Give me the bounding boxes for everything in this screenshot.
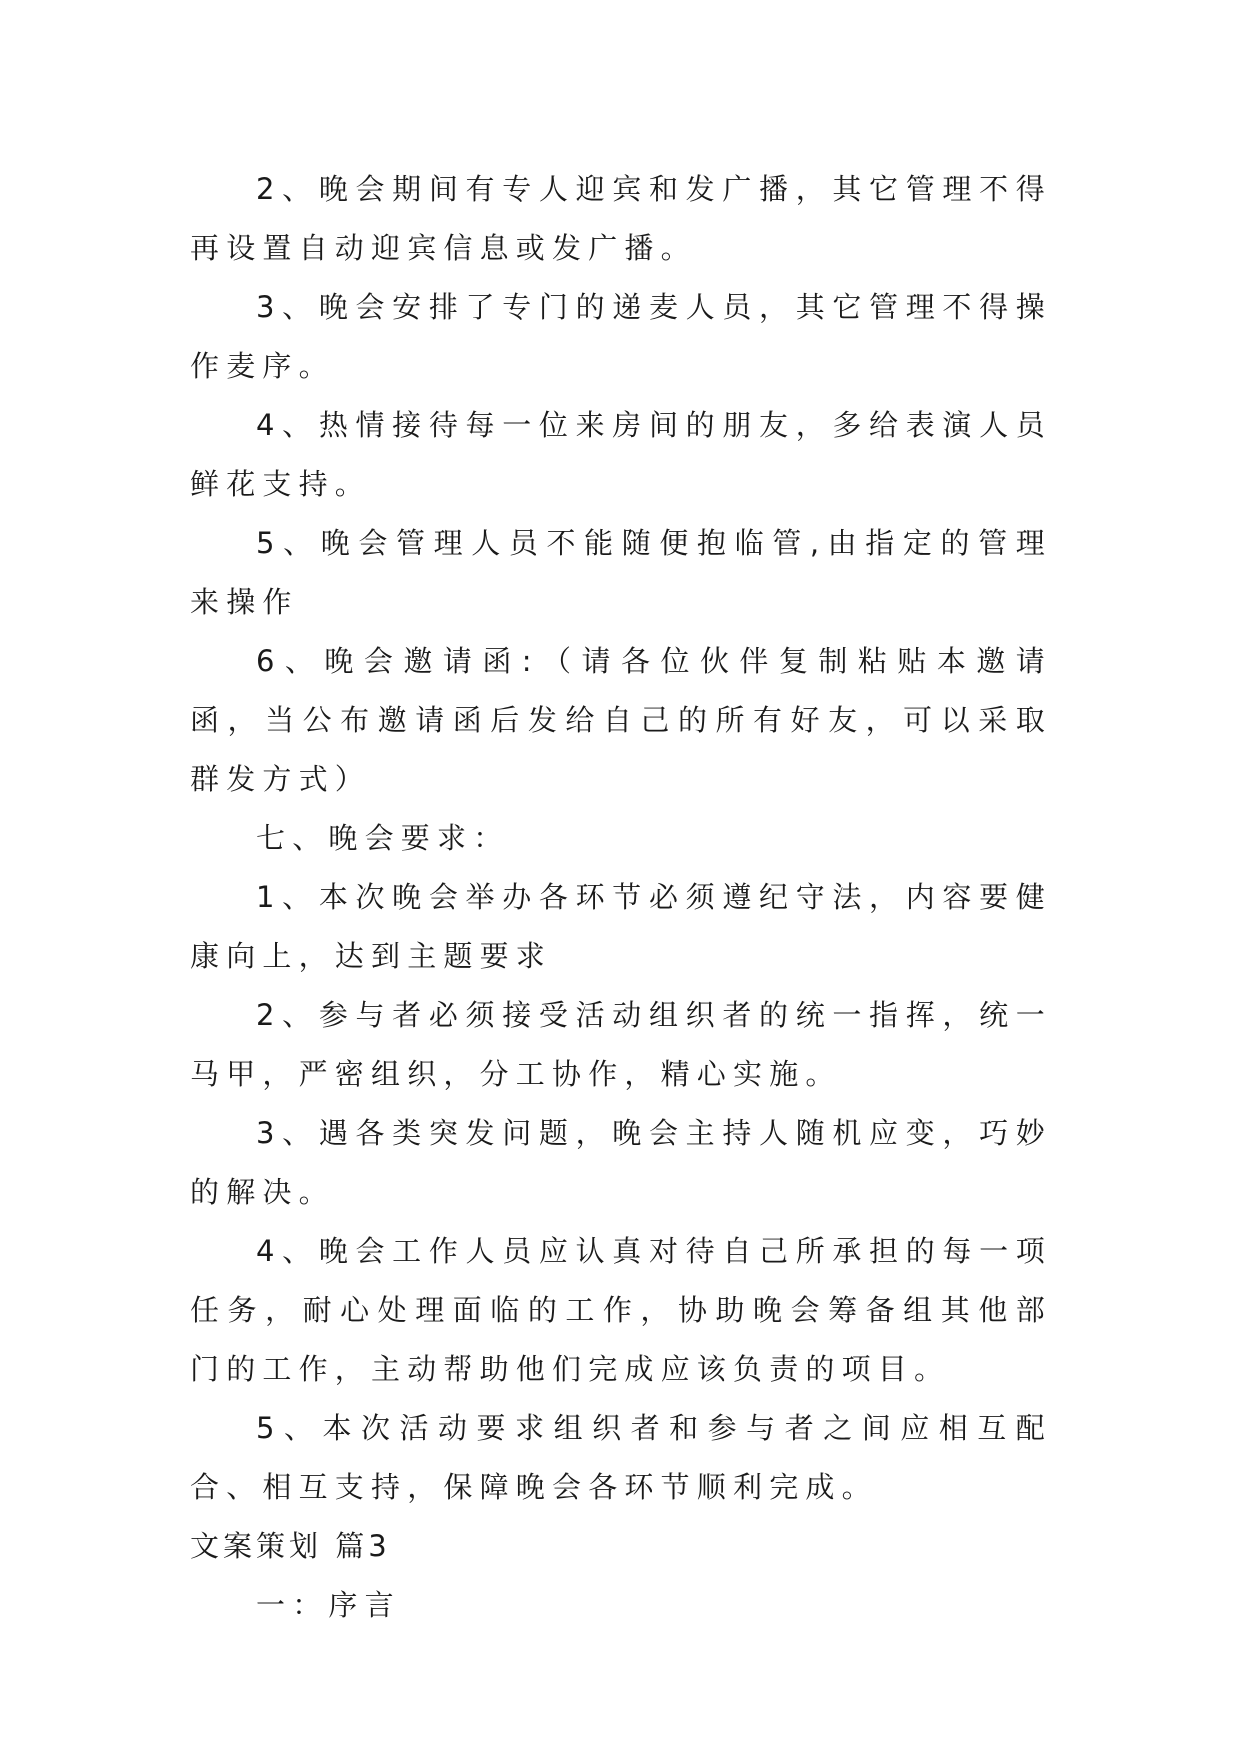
paragraph-requirement-2: 2、参与者必须接受活动组织者的统一指挥，统一马甲，严密组织，分工协作，精心实施。 bbox=[190, 998, 1052, 1091]
paragraph-invitation: 6、晚会邀请函:（请各位伙伴复制粘贴本邀请函，当公布邀请函后发给自己的所有好友，可以采取群发方式） bbox=[190, 644, 1052, 796]
paragraph-requirement-5: 5、本次活动要求组织者和参与者之间应相互配合、相互支持，保障晚会各环节顺利完成。 bbox=[190, 1411, 1052, 1504]
document-body bbox=[190, 160, 1052, 1635]
paragraph-rule-3: 3、晚会安排了专门的递麦人员，其它管理不得操作麦序。 bbox=[190, 290, 1052, 383]
paragraph-rule-5: 5、晚会管理人员不能随便抱临管,由指定的管理来操作 bbox=[190, 526, 1052, 619]
paragraph-rule-2: 2、晚会期间有专人迎宾和发广播，其它管理不得再设置自动迎宾信息或发广播。 bbox=[190, 172, 1052, 265]
paragraph-requirement-1: 1、本次晚会举办各环节必须遵纪守法，内容要健康向上，达到主题要求 bbox=[190, 880, 1052, 973]
paragraph-rule-4: 4、热情接待每一位来房间的朋友，多给表演人员鲜花支持。 bbox=[190, 408, 1052, 501]
paragraph-requirement-4: 4、晚会工作人员应认真对待自己所承担的每一项任务，耐心处理面临的工作，协助晚会筹备组其他部门的工作，主动帮助他们完成应该负责的项目。 bbox=[190, 1234, 1052, 1386]
preface-title: 一：序言 bbox=[256, 1588, 401, 1622]
paragraph-requirement-3: 3、遇各类突发问题，晚会主持人随机应变，巧妙的解决。 bbox=[190, 1116, 1052, 1209]
section-requirements-title: 七、晚会要求： bbox=[256, 821, 510, 855]
section-heading: 文案策划 篇3 bbox=[190, 1529, 391, 1563]
